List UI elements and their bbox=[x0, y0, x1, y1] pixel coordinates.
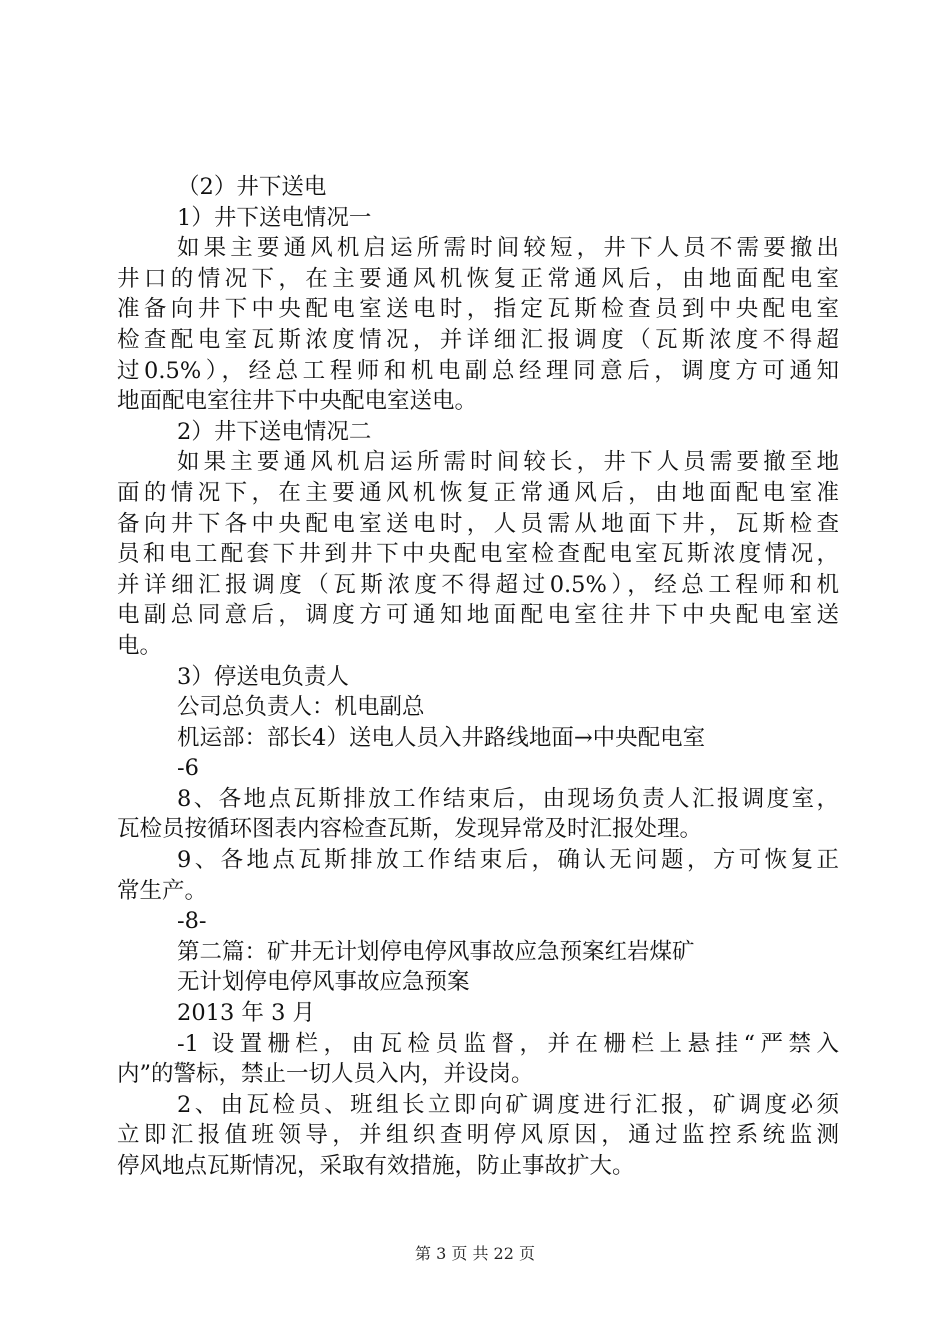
text-line: 如果主要通风机启运所需时间较短，井下人员不需要撤出 bbox=[177, 235, 839, 262]
text-line: （2）井下送电 bbox=[177, 174, 327, 200]
text-line: 第二篇：矿井无计划停电停风事故应急预案红岩煤矿 bbox=[177, 938, 695, 965]
page-footer: 第 3 页 共 22 页 bbox=[415, 1244, 535, 1263]
text-line: 瓦检员按循环图表内容检查瓦斯，发现异常及时汇报处理。 bbox=[117, 816, 703, 843]
text-line: 常生产。 bbox=[117, 877, 208, 904]
text-line: 面的情况下，在主要通风机恢复正常通风后，由地面配电室准 bbox=[117, 479, 839, 506]
text-line: 2）井下送电情况二 bbox=[177, 418, 372, 445]
text-line: 2013 年 3 月 bbox=[177, 1000, 316, 1027]
text-line: 机运部：部长4）送电人员入井路线地面→中央配电室 bbox=[177, 724, 706, 751]
text-line: 2、由瓦检员、班组长立即向矿调度进行汇报，矿调度必须 bbox=[177, 1091, 839, 1118]
text-line: 地面配电室往井下中央配电室送电。 bbox=[117, 388, 478, 415]
text-line: 电。 bbox=[117, 632, 163, 659]
text-line: 9、各地点瓦斯排放工作结束后，确认无问题，方可恢复正 bbox=[177, 847, 839, 874]
text-line: 立即汇报值班领导，并组织查明停风原因，通过监控系统监测 bbox=[117, 1122, 839, 1149]
text-line: 准备向井下中央配电室送电时，指定瓦斯检查员到中央配电室 bbox=[117, 296, 839, 323]
text-line: 无计划停电停风事故应急预案 bbox=[177, 969, 470, 996]
text-line: 并详细汇报调度（瓦斯浓度不得超过0.5%），经总工程师和机 bbox=[117, 571, 839, 598]
text-line: 8、各地点瓦斯排放工作结束后，由现场负责人汇报调度室， bbox=[177, 785, 839, 812]
text-line: 检查配电室瓦斯浓度情况，并详细汇报调度（瓦斯浓度不得超 bbox=[117, 326, 839, 353]
text-line: 备向井下各中央配电室送电时，人员需从地面下井，瓦斯检查 bbox=[117, 510, 839, 537]
text-line: -1 设置栅栏，由瓦检员监督，并在栅栏上悬挂“严禁入 bbox=[177, 1030, 839, 1057]
text-line: 公司总负责人：机电副总 bbox=[177, 694, 425, 721]
text-line: 1）井下送电情况一 bbox=[177, 204, 372, 231]
text-line: 停风地点瓦斯情况，采取有效措施，防止事故扩大。 bbox=[117, 1153, 635, 1179]
text-line: 内”的警标，禁止一切人员入内，并设岗。 bbox=[117, 1061, 534, 1088]
text-line: 过0.5%），经总工程师和机电副总经理同意后，调度方可通知 bbox=[117, 357, 839, 384]
text-line: -6 bbox=[177, 755, 199, 782]
text-line: 电副总同意后，调度方可通知地面配电室往井下中央配电室送 bbox=[117, 602, 839, 629]
text-line: 如果主要通风机启运所需时间较长，井下人员需要撤至地 bbox=[177, 449, 839, 476]
text-line: 井口的情况下，在主要通风机恢复正常通风后，由地面配电室 bbox=[117, 265, 839, 292]
text-line: 员和电工配套下井到井下中央配电室检查配电室瓦斯浓度情况， bbox=[117, 541, 839, 568]
document-body bbox=[117, 172, 839, 1182]
text-line: -8- bbox=[177, 908, 207, 935]
text-line: 3）停送电负责人 bbox=[177, 663, 349, 690]
